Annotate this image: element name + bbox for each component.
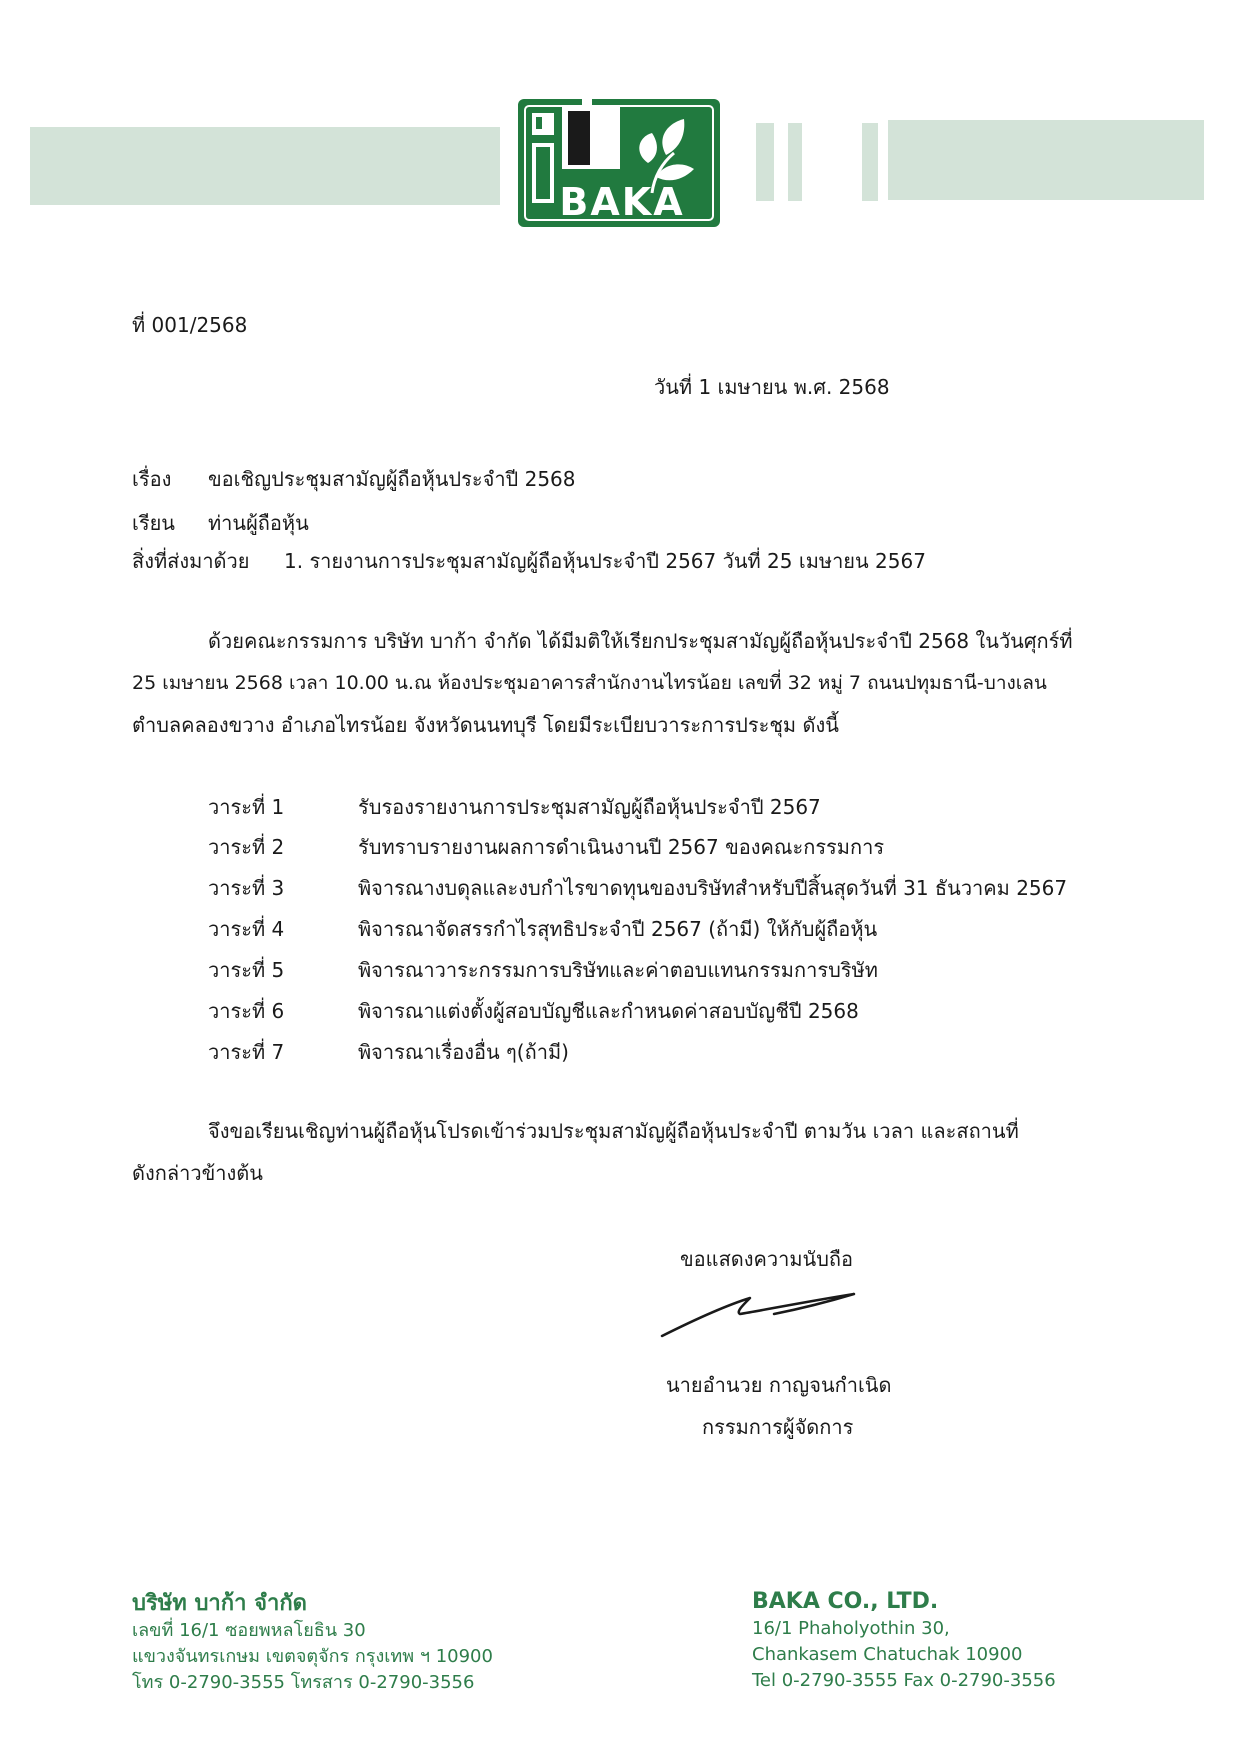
header-band-left <box>30 127 500 205</box>
closing-line-2: ดังกล่าวข้างต้น <box>132 1161 263 1185</box>
letter-date: วันที่ 1 เมษายน พ.ศ. 2568 <box>654 375 890 399</box>
agenda-number: วาระที่ 7 <box>208 1040 285 1064</box>
body-line-2: 25 เมษายน 2568 เวลา 10.00 น.ณ ห้องประชุมอาคารสำนักงานไทรน้อย เลขที่ 32 หมู่ 7 ถนนปทุมธานี-บางเลน <box>132 672 1047 694</box>
agenda-number: วาระที่ 1 <box>208 795 285 819</box>
footer-en-address-1: 16/1 Phaholyothin 30, <box>752 1618 950 1639</box>
agenda-text: พิจารณางบดุลและงบกำไรขาดทุนของบริษัทสำหรับปีสิ้นสุดวันที่ 31 ธันวาคม 2567 <box>358 876 1068 900</box>
subject-text: ขอเชิญประชุมสามัญผู้ถือหุ้นประจำปี 2568 <box>208 467 576 491</box>
agenda-item <box>208 873 1067 903</box>
agenda-item <box>208 955 878 985</box>
agenda-text: พิจารณาแต่งตั้งผู้สอบบัญชีและกำหนดค่าสอบบัญชีปี 2568 <box>358 999 859 1023</box>
body-line-1: ด้วยคณะกรรมการ บริษัท บาก้า จำกัด ได้มีมติให้เรียกประชุมสามัญผู้ถือหุ้นประจำปี 2568 ในวันศุกร์ที่ <box>208 629 1073 653</box>
reference-number: ที่ 001/2568 <box>132 313 248 337</box>
agenda-item <box>208 1037 569 1067</box>
signer-title: กรรมการผู้จัดการ <box>702 1415 854 1439</box>
agenda-text: พิจารณาเรื่องอื่น ๆ(ถ้ามี) <box>358 1040 569 1064</box>
footer-en-address-2: Chankasem Chatuchak 10900 <box>752 1644 1023 1665</box>
agenda-item <box>208 792 821 822</box>
agenda-text: รับรองรายงานการประชุมสามัญผู้ถือหุ้นประจำปี 2567 <box>358 795 821 819</box>
header-band-stripe-1 <box>756 123 774 201</box>
header-band-right <box>888 120 1204 200</box>
logo-text: BAKA <box>559 180 685 224</box>
agenda-text: พิจารณาวาระกรรมการบริษัทและค่าตอบแทนกรรมการบริษัท <box>358 958 878 982</box>
agenda-number: วาระที่ 2 <box>208 835 285 859</box>
footer-th-address-1: เลขที่ 16/1 ซอยพหลโยธิน 30 <box>132 1620 366 1641</box>
agenda-number: วาระที่ 4 <box>208 917 285 941</box>
footer-en-company: BAKA CO., LTD. <box>752 1589 939 1614</box>
agenda-number: วาระที่ 5 <box>208 958 285 982</box>
subject-label: เรื่อง <box>132 467 172 491</box>
agenda-text: พิจารณาจัดสรรกำไรสุทธิประจำปี 2567 (ถ้ามี) ให้กับผู้ถือหุ้น <box>358 917 878 941</box>
footer-en-phone: Tel 0-2790-3555 Fax 0-2790-3556 <box>752 1670 1056 1691</box>
header-band-stripe-3 <box>862 123 878 201</box>
footer-th-phone: โทร 0-2790-3555 โทรสาร 0-2790-3556 <box>132 1672 475 1693</box>
header-band-stripe-2 <box>788 123 802 201</box>
to-text: ท่านผู้ถือหุ้น <box>208 511 309 535</box>
signature <box>654 1284 864 1344</box>
agenda-number: วาระที่ 6 <box>208 999 285 1023</box>
footer-th-address-2: แขวงจันทรเกษม เขตจตุจักร กรุงเทพ ฯ 10900 <box>132 1646 493 1667</box>
agenda-item <box>208 914 877 944</box>
enclosure-text: 1. รายงานการประชุมสามัญผู้ถือหุ้นประจำปี 2567 วันที่ 25 เมษายน 2567 <box>284 549 926 573</box>
closing-line-1: จึงขอเรียนเชิญท่านผู้ถือหุ้นโปรดเข้าร่วมประชุมสามัญผู้ถือหุ้นประจำปี ตามวัน เวลา และสถานที่ <box>208 1119 1019 1143</box>
footer-english <box>752 1588 1056 1694</box>
agenda-item <box>208 832 884 862</box>
agenda-text: รับทราบรายงานผลการดำเนินงานปี 2567 ของคณะกรรมการ <box>358 835 885 859</box>
footer-th-company: บริษัท บาก้า จำกัด <box>132 1591 307 1616</box>
enclosure-label: สิ่งที่ส่งมาด้วย <box>132 549 250 573</box>
regards-text: ขอแสดงความนับถือ <box>680 1247 854 1271</box>
baka-logo <box>516 97 722 229</box>
body-line-3: ตำบลคลองขวาง อำเภอไทรน้อย จังหวัดนนทบุรี โดยมีระเบียบวาระการประชุม ดังนี้ <box>132 713 839 737</box>
agenda-item <box>208 996 859 1026</box>
footer-thai <box>132 1590 493 1696</box>
agenda-number: วาระที่ 3 <box>208 876 285 900</box>
signer-name: นายอำนวย กาญจนกำเนิด <box>666 1373 892 1397</box>
to-label: เรียน <box>132 511 175 535</box>
